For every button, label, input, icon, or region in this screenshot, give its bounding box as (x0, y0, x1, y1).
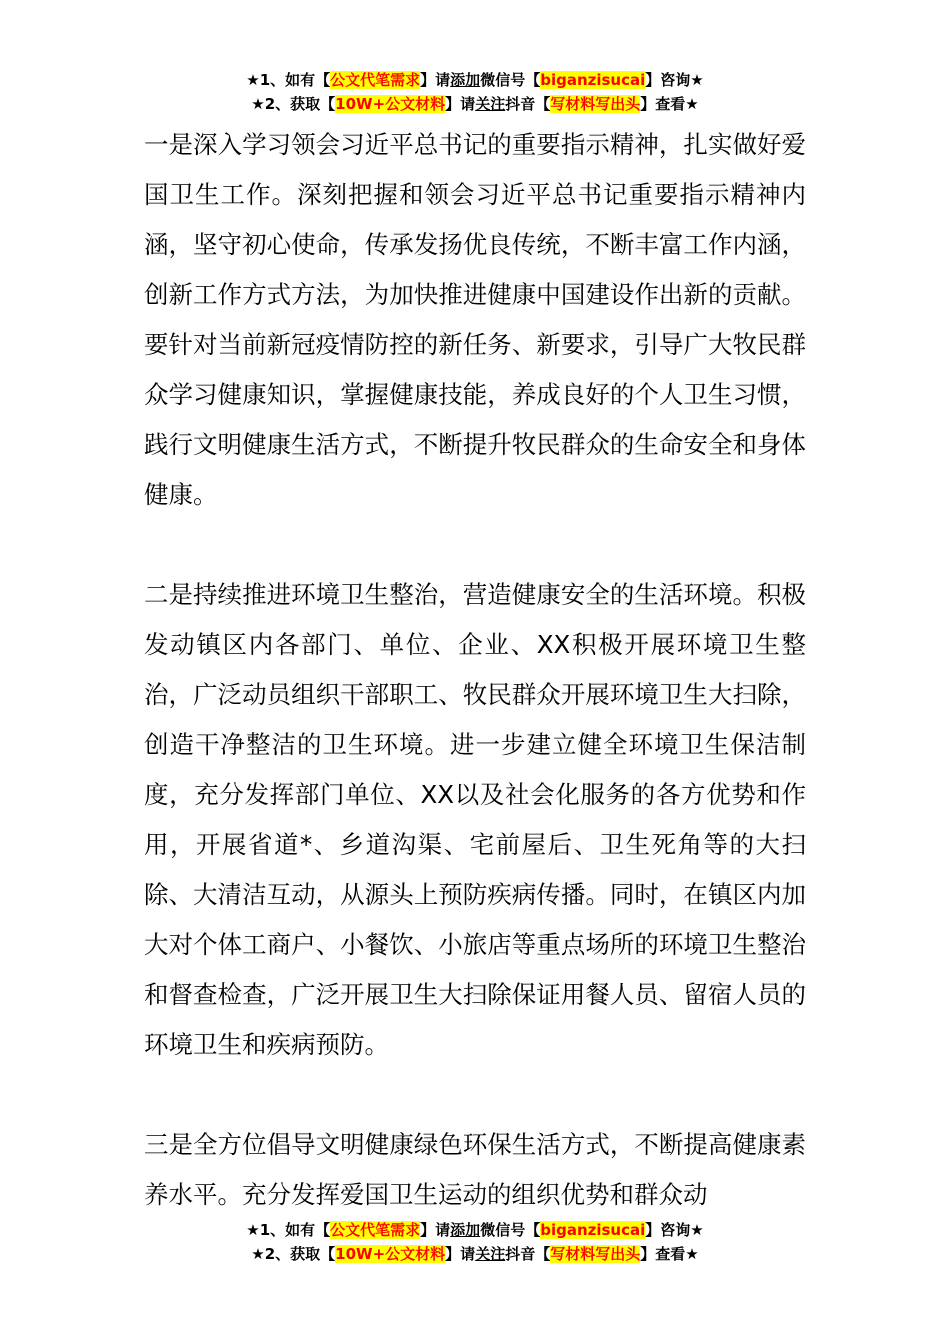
header-banner (0, 68, 950, 116)
highlight-materials: 10W+公文材料 (335, 95, 446, 113)
footer-banner (0, 1218, 950, 1266)
star-icon: ★ (246, 1221, 260, 1239)
highlight-douyin: 写材料写出头 (550, 1245, 641, 1263)
star-icon: ★ (685, 95, 699, 113)
highlight-douyin: 写材料写出头 (550, 95, 641, 113)
highlight-service: 公文代笔需求 (330, 1221, 421, 1239)
banner-line-2: ★2、获取【10W+公文材料】请关注抖音【写材料写出头】查看★ (251, 1245, 699, 1263)
paragraph-2: 二是持续推进环境卫生整治，营造健康安全的生活环境。积极发动镇区内各部门、单位、企业、XX积极开展环境卫生整治，广泛动员组织干部职工、牧民群众开展环境卫生大扫除，创造干净整洁的卫生环境。进一步建立健全环境卫生保洁制度，充分发挥部门单位、XX以及社会化服务的各方优势和作用，开展省道*、乡道沟渠、宅前屋后、卫生死角等的大扫除、大清洁互动，从源头上预防疾病传播。同时，在镇区内加大对个体工商户、小餐饮、小旅店等重点场所的环境卫生整治和督查检查，广泛开展卫生大扫除保证用餐人员、留宿人员的环境卫生和疾病预防。 (144, 580, 806, 1059)
paragraph-1: 一是深入学习领会习近平总书记的重要指示精神，扎实做好爱国卫生工作。深刻把握和领会习近平总书记重要指示精神内涵，坚守初心使命，传承发扬优良传统，不断丰富工作内涵，创新工作方式方法，为加快推进健康中国建设作出新的贡献。要针对当前新冠疫情防控的新任务、新要求，引导广大牧民群众学习健康知识，掌握健康技能，养成良好的个人卫生习惯，践行文明健康生活方式，不断提升牧民群众的生命安全和身体健康。 (144, 130, 806, 509)
star-icon: ★ (690, 71, 704, 89)
banner-line-1: ★1、如有【公文代笔需求】请添加微信号【biganzisucai】咨询★ (246, 71, 704, 89)
star-icon: ★ (251, 95, 265, 113)
highlight-materials: 10W+公文材料 (335, 1245, 446, 1263)
underlined-word: 添加 (450, 1221, 481, 1239)
star-icon: ★ (685, 1245, 699, 1263)
highlight-wechat-id: biganzisucai (540, 1221, 646, 1239)
underlined-word: 关注 (475, 95, 506, 113)
highlight-service: 公文代笔需求 (330, 71, 421, 89)
banner-line-2: ★2、获取【10W+公文材料】请关注抖音【写材料写出头】查看★ (251, 95, 699, 113)
underlined-word: 添加 (450, 71, 481, 89)
star-icon: ★ (251, 1245, 265, 1263)
paragraph-3: 三是全方位倡导文明健康绿色环保生活方式，不断提高健康素养水平。充分发挥爱国卫生运动的组织优势和群众动 (144, 1130, 806, 1209)
underlined-word: 关注 (475, 1245, 506, 1263)
star-icon: ★ (246, 71, 260, 89)
document-body (144, 120, 806, 1220)
banner-line-1: ★1、如有【公文代笔需求】请添加微信号【biganzisucai】咨询★ (246, 1221, 704, 1239)
highlight-wechat-id: biganzisucai (540, 71, 646, 89)
star-icon: ★ (690, 1221, 704, 1239)
